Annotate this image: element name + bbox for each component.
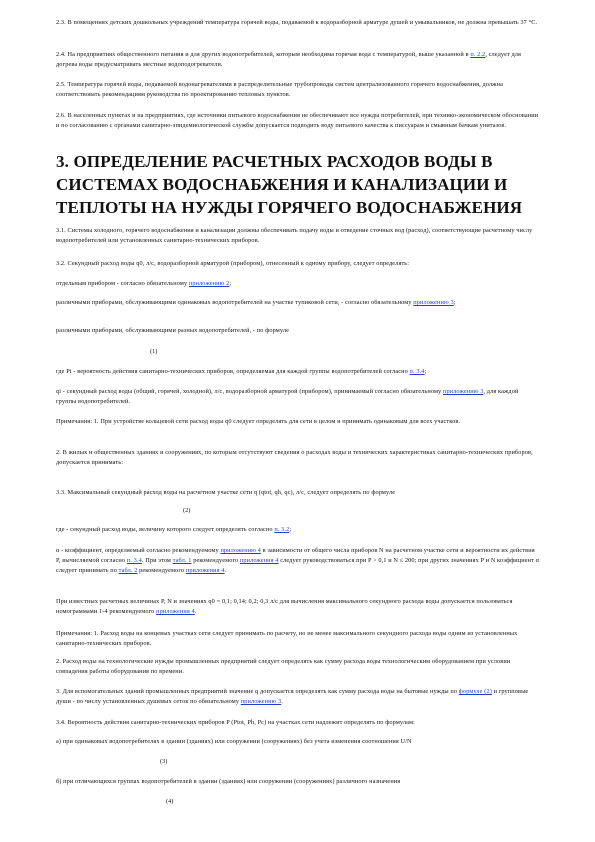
- paragraph-text: различными приборами, обслуживающими одинаковых водопотребителей на участке тупиковой сети, - согласно обязательному: [56, 299, 414, 306]
- paragraph-2-6: 2.6. В населенных пунктах и на предприятиях, где источники питьевого водоснабжения не обеспечивают все нужды потребителей, при технико-экономическом обосновании и по согласованию с органами санитарно-эпидемиологической службы допускается подводить воду питьевого качества к писсуарам и смывным бачкам унитазов.: [56, 112, 539, 129]
- paragraph-2-3: 2.3. В помещениях детских дошкольных учреждений температура горячей воды, подаваемой к водоразборной арматуре душей и умывальников, не должна превышать 37 °С.: [56, 19, 538, 26]
- paragraph-text: и групповые души - по числу установленных душевых сеток по обязательному: [56, 688, 529, 705]
- paragraph-text: 3. Для вспомогательных зданий промышленных предприятий значение q допускается определять как сумму расхода воды на бытовые нужды по: [56, 688, 459, 695]
- paragraph-text: При известных расчетных величинах P, N и значениях q0 = 0,1; 0,14; 0,2; 0,3 л/с для вычисления максимального секундного расхода воды допускается пользоваться номограммами 1-4 рекомендуемого: [56, 598, 513, 615]
- link-appendix-4[interactable]: приложению 4: [220, 547, 261, 554]
- paragraph-notes-2: 2. Расход воды на технологические нужды промышленных предприятий следует определять как сумму расхода воды технологическим оборудованием при условии совпадения работы оборудования по времени.: [56, 658, 511, 675]
- link-p-3-2[interactable]: п. 3.2: [274, 526, 290, 533]
- paragraph-text: в зависимости от общего числа приборов N на расчетном участке сети и вероятности их действия P, вычисляемой согласно: [56, 547, 535, 564]
- paragraph-known-values: [56, 597, 539, 617]
- paragraph-3-4-a: а) при одинаковых водопотребителях в здании (зданиях) или сооружении (сооружениях) без учета изменения соотношения U/N: [56, 738, 412, 745]
- paragraph-where-q0: [56, 525, 539, 535]
- paragraph-qi: [56, 387, 539, 407]
- paragraph-text: отдельным прибором - согласно обязательному: [56, 280, 189, 287]
- formula-2-number: (2): [183, 507, 191, 514]
- punct: ;: [453, 299, 456, 306]
- paragraph-2-4: [56, 50, 539, 70]
- paragraph-notes-1: Примечания: 1. Расход воды на концевых участках сети следует принимать по расчету, но не менее максимального секундного расхода воды одним из установленных санитарно-технических приборов.: [56, 630, 518, 647]
- punct: .: [281, 698, 283, 705]
- paragraph-2-5: 2.5. Температура горячей воды, подаваемой водонагревателями в распределительные трубопроводы систем централизованного горячего водоснабжения, должна соответствовать рекомендациям руководства по проектированию тепловых пунктов.: [56, 81, 503, 98]
- link-appendix-4[interactable]: приложения 4: [239, 557, 279, 564]
- punct: ;: [424, 368, 427, 375]
- link-table-2[interactable]: табл. 2: [118, 567, 138, 574]
- paragraph-text: где - секундный расход воды, величину которого следует определять согласно: [56, 526, 275, 533]
- paragraph-text: где Pi - вероятность действия санитарно-технических приборов, определяемая для каждой группы водопотребителей согласно: [56, 368, 410, 375]
- paragraph-alpha: [56, 546, 539, 576]
- link-p-2-2[interactable]: п. 2.2: [470, 51, 486, 58]
- paragraph-3-4-b: б) при отличающихся группах водопотребителей в здании (зданиях) или сооружении (сооружениях) различного назначения: [56, 778, 401, 785]
- link-appendix-2[interactable]: приложению 2: [188, 280, 230, 287]
- paragraph-3-3: 3.3. Максимальный секундный расход воды на расчетном участке сети q (qtot, qh, qc), л/с, следует определять по формуле: [56, 489, 396, 496]
- formula-3-number: (3): [160, 758, 168, 765]
- paragraph-text: qi - секундный расход воды (общий, горячей, холодной), л/с, водоразборной арматурой (прибором), принимаемый согласно обязательному: [56, 388, 443, 395]
- paragraph-text: , следует для догрева воды предусматривать местные водоподогреватели.: [56, 51, 522, 68]
- paragraph-3-2-b: [56, 298, 539, 308]
- paragraph-text: α - коэффициент, определяемый согласно рекомендуемому: [56, 547, 221, 554]
- link-appendix-4[interactable]: приложения 4: [156, 608, 195, 615]
- punct: ;: [229, 280, 232, 287]
- link-table-1[interactable]: табл. 1: [172, 557, 192, 564]
- link-p-3-4[interactable]: п. 3.4: [409, 368, 425, 375]
- paragraph-notes-3: [56, 687, 539, 707]
- paragraph-text: рекомендуемого: [191, 557, 240, 564]
- formula-4-number: (4): [166, 798, 174, 805]
- paragraph-note-2: 2. В жилых и общественных зданиях и сооружениях, по которым отсутствуют сведения о расходах воды и технических характеристиках санитарно-технических приборов, допускается принимать:: [56, 449, 533, 466]
- paragraph-3-2: 3.2. Секундный расход воды q0, л/с, водоразборной арматурой (прибором), отнесенный к одному прибору, следует определять:: [56, 260, 410, 267]
- section-heading: 3. ОПРЕДЕЛЕНИЕ РАСЧЕТНЫХ РАСХОДОВ ВОДЫ В СИСТЕМАХ ВОДОСНАБЖЕНИЯ И КАНАЛИЗАЦИИ И ТЕПЛОТЫ НА НУЖДЫ ГОРЯЧЕГО ВОДОСНАБЖЕНИЯ: [56, 152, 523, 217]
- link-p-3-4[interactable]: п. 3.4: [126, 557, 142, 564]
- paragraph-text: следует руководствоваться при P > 0,1 и N ≤ 200; при других значениях P и N коэффициент α следует принимать по: [56, 557, 539, 574]
- paragraph-3-2-a: [56, 279, 539, 289]
- link-formula-2[interactable]: формуле (2): [458, 688, 492, 695]
- paragraph-3-4: 3.4. Вероятность действия санитарно-технических приборов P (Ptot, Ph, Pc) на участках сети надлежит определять по формулам:: [56, 719, 415, 726]
- paragraph-3-2-c: различными приборами, обслуживающими разных водопотребителей, - по формуле: [56, 327, 289, 334]
- paragraph-where-pi: [56, 367, 539, 377]
- link-appendix-3[interactable]: приложению 3: [443, 388, 484, 395]
- punct: .: [194, 608, 197, 615]
- link-appendix-3[interactable]: приложению 3: [240, 698, 282, 705]
- paragraph-text: . При этом: [141, 557, 173, 564]
- punct: ;: [289, 526, 292, 533]
- punct: .: [224, 567, 227, 574]
- paragraph-text: рекомендуемого: [137, 567, 186, 574]
- paragraph-note-1: Примечания: 1. При устройстве кольцевой сети расход воды q0 следует определять для сети в целом и принимать одинаковым для всех участков.: [56, 418, 461, 425]
- paragraph-text: , для каждой группы водопотребителей.: [56, 388, 519, 405]
- link-appendix-3[interactable]: приложению 3: [413, 299, 454, 306]
- paragraph-3-1: 3.1. Системы холодного, горячего водоснабжения и канализации должны обеспечивать подачу воды и отведение сточных вод (расход), соответствующие расчетному числу водопотребителей или установленных санитарно-технических приборов.: [56, 227, 533, 244]
- formula-1-number: (1): [150, 348, 158, 355]
- paragraph-text: 2.4. На предприятиях общественного питания и для других водопотребителей, которым необходима горячая вода с температурой, выше указанной в: [56, 51, 471, 58]
- link-appendix-4[interactable]: приложения 4: [185, 567, 225, 574]
